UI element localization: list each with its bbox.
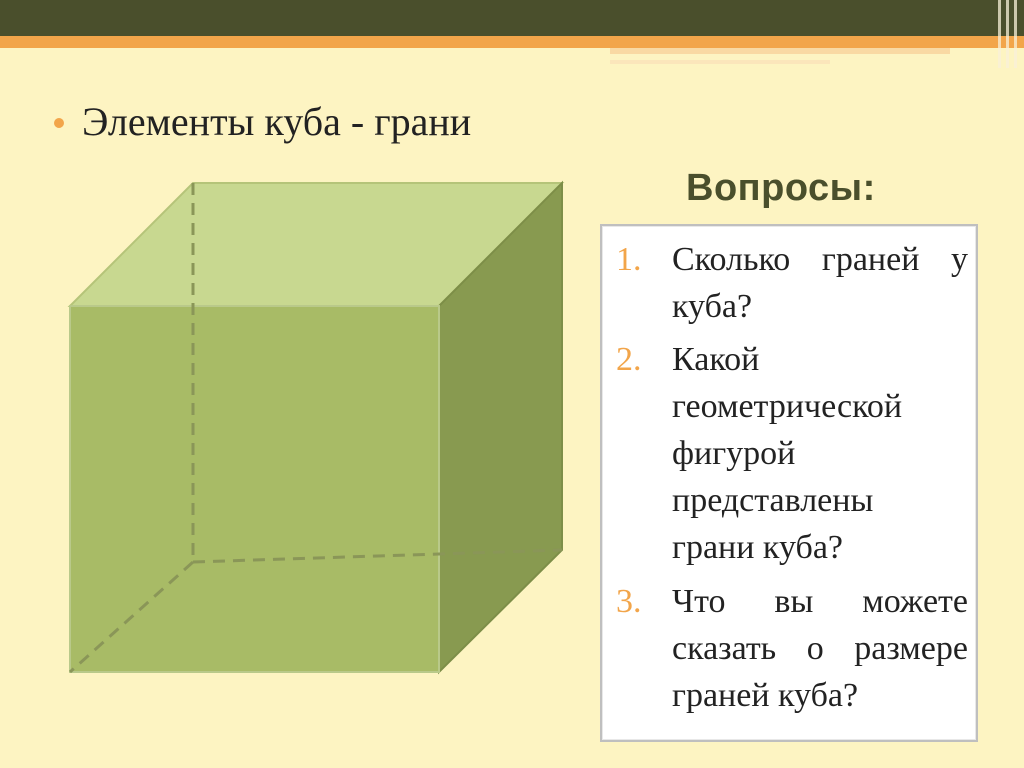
- cube-front-face: [70, 306, 439, 672]
- question-line: грани куба?: [672, 529, 843, 566]
- slide-bullet: Элементы куба - грани: [82, 99, 472, 144]
- question-line: геометрической: [672, 388, 903, 425]
- question-line: граней куба?: [672, 677, 859, 714]
- decorative-stripe-2: [610, 60, 830, 64]
- list-number: 2.: [616, 341, 642, 378]
- question-line: сказать о размере: [672, 630, 968, 667]
- bullet-dot-icon: [54, 118, 64, 128]
- list-number: 1.: [616, 241, 642, 278]
- question-line: Что вы можете: [672, 583, 968, 620]
- question-line: Какой: [672, 341, 760, 378]
- list-number: 3.: [616, 583, 642, 620]
- question-line: представлены: [672, 482, 874, 519]
- questions-box: [600, 224, 978, 742]
- question-line: фигурой: [672, 435, 796, 472]
- question-line: Сколько граней у: [672, 241, 968, 278]
- cube-illustration: [60, 175, 570, 685]
- header-bar: [0, 0, 1024, 36]
- decorative-lines: [994, 0, 1024, 68]
- question-line: куба?: [672, 288, 753, 325]
- decorative-stripe: [610, 48, 950, 54]
- accent-stripe: [0, 36, 1024, 48]
- questions-heading: Вопросы:: [686, 167, 876, 209]
